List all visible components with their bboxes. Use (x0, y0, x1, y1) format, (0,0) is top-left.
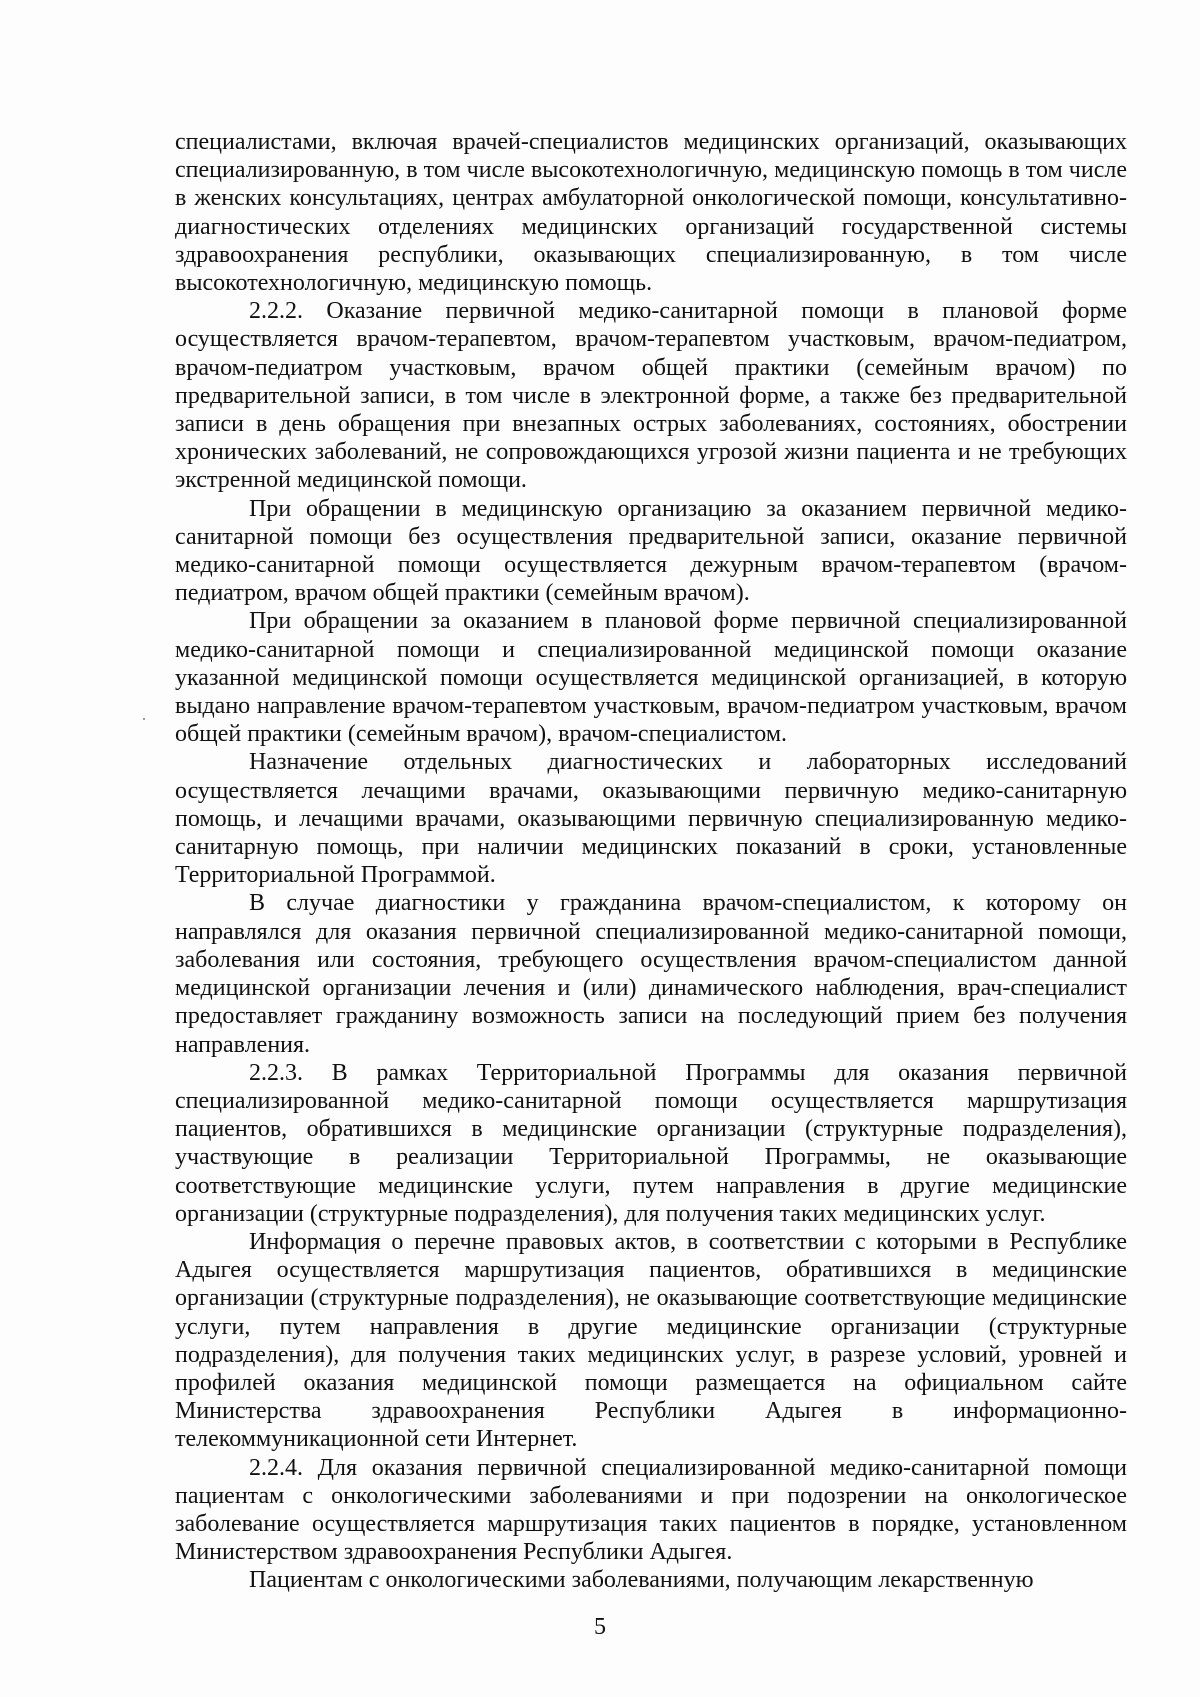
document-body (175, 128, 1127, 1595)
paragraph-2-2-4: 2.2.4. Для оказания первичной специализированной медико-санитарной помощи пациентам с онкологическими заболеваниями и при подозрении на онкологическое заболевание осуществляется маршрутизация таких пациентов в порядке, установленном Министерством здравоохранения Республики Адыгея. (175, 1454, 1127, 1566)
paragraph-legal-acts: Информация о перечне правовых актов, в соответствии с которыми в Республике Адыгея осуществляется маршрутизация пациентов, обратившихся в медицинские организации (структурные подразделения), не оказывающие соответствующие медицинские услуги, путем направления в другие медицинские организации (структурные подразделения), для получения таких медицинских услуг, в разрезе условий, уровней и профилей оказания медицинской помощи размещается на официальном сайте Министерства здравоохранения Республики Адыгея в информационно-телекоммуникационной сети Интернет. (175, 1228, 1127, 1453)
scan-speck (143, 718, 145, 720)
paragraph-oncology-patients: Пациентам с онкологическими заболеваниями, получающим лекарственную (249, 1567, 1034, 1594)
paragraph-2-2-3: 2.2.3. В рамках Территориальной Программы для оказания первичной специализированной медико-санитарной помощи осуществляется маршрутизация пациентов, обратившихся в медицинские организации (структурные подразделения), участвующие в реализации Территориальной Программы, не оказывающие соответствующие медицинские услуги, путем направления в другие медицинские организации (структурные подразделения), для получения таких медицинских услуг. (175, 1059, 1127, 1227)
paragraph-diagnostics: Назначение отдельных диагностических и лабораторных исследований осуществляется лечащими врачами, оказывающими первичную медико-санитарную помощь, и лечащими врачами, оказывающими первичную специализированную медико-санитарную помощь, при наличии медицинских показаний в сроки, установленные Территориальной Программой. (175, 749, 1127, 889)
paragraph-continuation: специалистами, включая врачей-специалистов медицинских организаций, оказывающих специализированную, в том числе высокотехнологичную, медицинскую помощь в том числе в женских консультациях, центрах амбулаторной онкологической помощи, консультативно-диагностических отделениях медицинских организаций государственной системы здравоохранения республики, оказывающих специализированную, в том числе высокотехнологичную, медицинскую помощь. (175, 129, 1127, 297)
paragraph-planned-specialized: При обращении за оказанием в плановой форме первичной специализированной медико-санитарной помощи и специализированной медицинской помощи оказание указанной медицинской помощи осуществляется медицинской организацией, в которую выдано направление врачом-терапевтом участковым, врачом-педиатром участковым, врачом общей практики (семейным врачом), врачом-специалистом. (175, 608, 1127, 748)
page-number: 5 (594, 1614, 606, 1640)
paragraph-specialist-diagnosis: В случае диагностики у гражданина врачом-специалистом, к которому он направлялся для оказания первичной специализированной медико-санитарной помощи, заболевания или состояния, требующего осуществления врачом-специалистом данной медицинской организации лечения и (или) динамического наблюдения, врач-специалист предоставляет гражданину возможность записи на последующий прием без получения направления. (175, 890, 1127, 1058)
paragraph-no-appointment: При обращении в медицинскую организацию за оказанием первичной медико-санитарной помощи без осуществления предварительной записи, оказание первичной медико-санитарной помощи осуществляется дежурным врачом-терапевтом (врачом-педиатром, врачом общей практики (семейным врачом). (175, 495, 1127, 607)
paragraph-2-2-2: 2.2.2. Оказание первичной медико-санитарной помощи в плановой форме осуществляется врачом-терапевтом, врачом-терапевтом участковым, врачом-педиатром, врачом-педиатром участковым, врачом общей практики (семейным врачом) по предварительной записи, в том числе в электронной форме, а также без предварительной записи в день обращения при внезапных острых заболеваниях, состояниях, обострении хронических заболеваний, не сопровождающихся угрозой жизни пациента и не требующих экстренной медицинской помощи. (175, 298, 1127, 494)
